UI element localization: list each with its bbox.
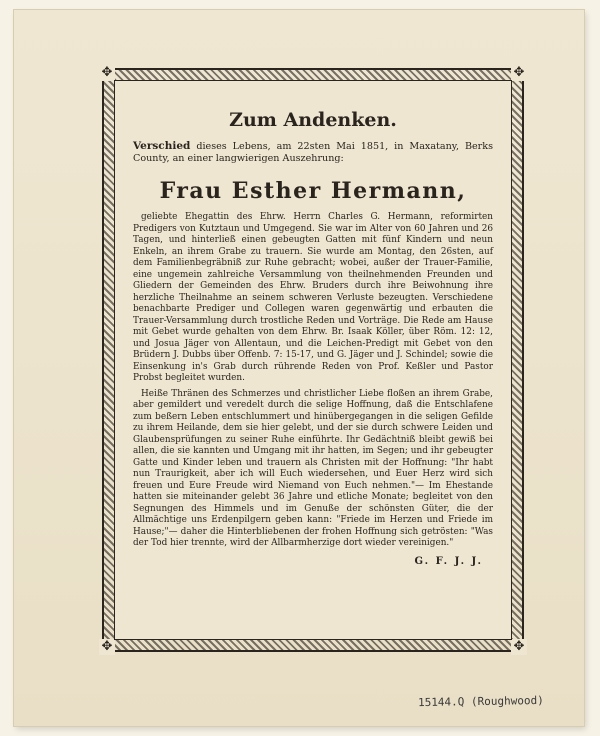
paragraph-1: geliebte Ehegattin des Ehrw. Herrn Charles G. Hermann, reformirten Predigers von Kutztaun und Umgegend. Sie war im Alter von 60 Jahren und 26 Tagen, und hinterließ einen gebeugten Gatten mit fünf Kindern und neun Enkeln, an ihrem Grabe zu trauern. Sie wurde am Montag, den 26sten, auf dem Familienbegräbniß zur Ruhe gebracht; wobei, außer der Trauer-Familie, eine ungemein zahlreiche Versammlung von theilnehmenden Freunden und Gliedern der Gemeinden des Ehrw. Bruders durch ihre Beiwohnung ihre herzliche Theilnahme an seinem schweren Verluste bezeugten. Verschiedene benachbarte Prediger und Collegen waren gegenwärtig und erbauten die Trauer-Versammlung durch trostliche Reden und Vorträge. Die Rede am Hause mit Gebet wurde gehalten von dem Ehrw. Br. Isaak Köller, über Röm. 12: 12, und Josua Jäger von Allentaun, und die Leichen-Predigt mit Gebet von den Brüdern J. Dubbs über Offenb. 7: 15-17, und G. Jäger und J. Schindel; sowie die Einsenkung in's Grab durch rührende Reden von Prof. Keßler und Pastor Probst begleitet wurden. — [133, 212, 493, 383]
paper-sheet — [14, 10, 584, 726]
signature-initials: G. F. J. J. — [414, 555, 483, 567]
handwritten-annotation: 15144.Q (Roughwood) — [418, 693, 545, 710]
intro-body: dieses Lebens, am 22sten Mai 1851, in Maxatany, Berks County, an einer langwierigen Auszehrung: — [133, 141, 493, 164]
corner-ornament-icon: ✥ — [99, 639, 115, 655]
corner-ornament-icon: ✥ — [511, 639, 527, 655]
document-body — [114, 80, 512, 640]
ornamental-border — [101, 65, 525, 654]
intro-lead: Verschied — [133, 140, 191, 152]
document-title: Zum Andenken. — [229, 109, 397, 131]
deceased-name: Frau Esther Hermann, — [159, 178, 467, 204]
corner-ornament-icon: ✥ — [511, 65, 527, 81]
corner-ornament-icon: ✥ — [99, 65, 115, 81]
intro-text — [133, 141, 493, 164]
paragraph-2: Heiße Thränen des Schmerzes und christlicher Liebe floßen an ihrem Grabe, aber gemildert und veredelt durch die selige Hoffnung, daß die Entschlafene zum beßern Leben entschlummert und hinübergegangen in die seligen Gefilde zu ihrem Heilande, dem sie hier gelebt, und der sie durch schwere Leiden und Glaubensprüfungen zu seiner Ruhe einführte. Ihr Gedächtniß bleibt gewiß bei allen, die sie kannten und Umgang mit ihr hatten, im Segen; und ihr gebeugter Gatte und Kinder leben und trauern als Christen mit der Hoffnung: "Ihr habt nun Traurigkeit, aber ich will Euch wiedersehen, und Euer Herz wird sich freuen und Eure Freude wird Niemand von Euch nehmen."— Im Ehestande hatten sie miteinander gelebt 36 Jahre und etliche Monate; begleitet von den Segnungen des Himmels und im Genuße der schönsten Güter, die der Allmächtige uns Erdenpilgern geben kann: "Friede im Herzen und Friede im Hause;"— daher die Hinterbliebenen der frohen Hoffnung sich getrösten: "Was der Tod hier trennte, wird der Allbarmherzige dort wieder vereinigen." — [133, 388, 493, 548]
